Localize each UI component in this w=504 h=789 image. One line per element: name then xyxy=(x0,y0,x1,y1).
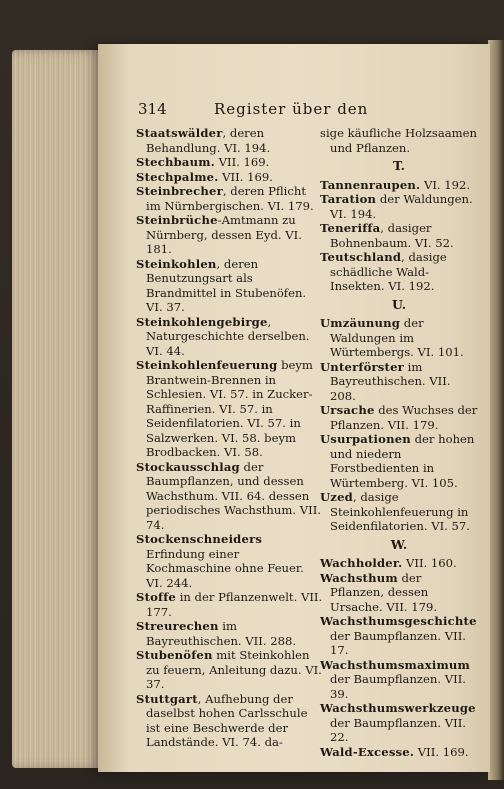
index-column-right xyxy=(320,126,478,759)
index-keyword: Teneriffa xyxy=(320,221,381,235)
index-reference: der Baumpflanzen. VII. 17. xyxy=(330,628,466,657)
index-entry-continuation: sige käufliche Holzsaamen und Pflanzen. xyxy=(320,126,477,155)
page-number: 314 xyxy=(138,100,167,118)
index-reference: mit Steinkohlen zu feuern, Anleitung dazu. VI. 37. xyxy=(146,648,322,691)
index-reference: des Wuchses der Pflanzen. VII. 179. xyxy=(330,403,478,432)
index-reference: beym Brantwein-Brennen in Schlesien. VI. 57. in Zucker-Raffinerien. VI. 57. in Seidenfilatorien. VI. 57. in Salzwerken. VI. 58. beym Brodbacken. VI. 58. xyxy=(146,358,313,459)
index-keyword: Steinkohlenfeuerung xyxy=(136,358,278,372)
index-reference: , deren Behandlung. VI. 194. xyxy=(146,126,271,155)
index-keyword: Uzed xyxy=(320,490,353,504)
index-entry xyxy=(320,658,478,702)
index-entry xyxy=(320,432,478,490)
index-reference: , dasige Steinkohlenfeuerung in Seidenfilatorien. VI. 57. xyxy=(330,490,470,533)
index-entry xyxy=(320,614,478,658)
index-reference: der hohen und niedern Forstbedienten in Würtemberg. VI. 105. xyxy=(330,432,475,490)
index-reference: der Pflanzen, dessen Ursache. VII. 179. xyxy=(330,570,438,614)
index-keyword: Staatswälder xyxy=(136,126,223,140)
index-keyword: Ursache xyxy=(320,403,375,417)
index-entry xyxy=(320,316,478,360)
section-letter: W. xyxy=(390,536,408,552)
index-keyword: Teutschland xyxy=(320,250,402,264)
index-entry xyxy=(136,692,324,750)
index-entry xyxy=(136,590,324,619)
index-keyword: Stuttgart xyxy=(136,691,198,706)
index-entry xyxy=(136,315,324,359)
index-reference: VII. 160. xyxy=(402,556,457,570)
index-entry xyxy=(320,221,478,250)
index-keyword: Stechbaum. xyxy=(136,155,215,169)
index-column-left xyxy=(136,126,324,750)
index-reference: im Bayreuthischen. VII. 288. xyxy=(146,619,297,648)
index-reference: , deren Pflicht im Nürnbergischen. VI. 179. xyxy=(146,184,314,213)
index-entry xyxy=(136,257,324,315)
book-right-edge xyxy=(488,40,504,780)
index-keyword: Steinkohlen xyxy=(136,256,217,271)
index-keyword: Steinkohlengebirge xyxy=(136,314,268,329)
index-reference: der Waldungen. VI. 194. xyxy=(330,192,473,221)
book-page xyxy=(98,44,490,772)
index-entry xyxy=(320,250,478,294)
index-reference: VI. 192. xyxy=(420,177,471,192)
index-reference: , dasiger Bohnenbaum. VI. 52. xyxy=(330,221,454,250)
index-entry xyxy=(136,460,324,533)
index-keyword: Wachsthumswerkzeuge xyxy=(320,701,476,715)
index-keyword: Stockenschneiders xyxy=(136,532,263,546)
index-entry xyxy=(320,192,478,221)
page-edges xyxy=(12,50,107,768)
running-title: Register über den xyxy=(214,100,369,118)
index-keyword: Umzäunung xyxy=(320,316,401,330)
index-entry xyxy=(136,213,324,257)
index-reference: VII. 169. xyxy=(214,155,270,169)
index-keyword: Usurpationen xyxy=(320,432,411,446)
index-reference: im Bayreuthischen. VII. 208. xyxy=(330,359,451,403)
index-entry xyxy=(320,745,478,760)
index-entry xyxy=(136,184,324,213)
index-entry xyxy=(136,619,324,648)
index-entry xyxy=(320,571,478,615)
index-reference: in der Pflanzenwelt. VII. 177. xyxy=(146,590,323,619)
index-reference: -Amtmann zu Nürnberg, dessen Eyd. VI. 181. xyxy=(146,213,302,256)
index-entry xyxy=(320,178,478,193)
index-reference: , dasige schädliche Wald-Insekten. VI. 192. xyxy=(330,250,447,293)
index-keyword: Wachsthum xyxy=(320,570,398,585)
index-keyword: Stockausschlag xyxy=(136,459,240,474)
index-reference: der Baumpflanzen. VII. 39. xyxy=(330,672,466,701)
index-entry xyxy=(320,490,478,534)
index-reference: Erfindung einer Kochmaschine ohne Feuer. VI. 244. xyxy=(146,546,304,590)
index-entry xyxy=(320,556,478,571)
index-keyword: Unterförster xyxy=(320,359,404,374)
index-entry xyxy=(320,701,478,745)
index-keyword: Streurechen xyxy=(136,619,219,633)
index-keyword: Wachholder. xyxy=(320,556,403,570)
index-entry xyxy=(136,648,324,692)
index-entry xyxy=(136,170,324,185)
index-reference: VII. 169. xyxy=(414,744,469,759)
index-reference: der Waldungen im Würtembergs. VI. 101. xyxy=(330,316,464,359)
section-letter: T. xyxy=(392,158,406,173)
index-reference: der Baumpflanzen, und dessen Wachsthum. VII. 64. dessen periodisches Wachsthum. VII. 74. xyxy=(146,459,321,532)
index-entry xyxy=(136,532,324,590)
index-reference: , Aufhebung der daselbst hohen Carlsschule ist eine Beschwerde der Landstände. VI. 74. da- xyxy=(146,691,308,749)
index-keyword: Steinbrüche xyxy=(136,213,218,227)
index-keyword: Stoffe xyxy=(136,590,177,604)
index-reference: , deren Benutzungsart als Brandmittel in Stubenöfen. VI. 37. xyxy=(146,256,307,314)
index-keyword: Wachsthumsgeschichte xyxy=(320,614,477,628)
index-keyword: Tannenraupen. xyxy=(320,177,421,192)
index-entry xyxy=(136,155,324,170)
section-letter: U. xyxy=(391,296,407,312)
index-entry xyxy=(136,358,324,460)
index-entry xyxy=(320,360,478,404)
index-reference: , Naturgeschichte derselben. VI. 44. xyxy=(146,314,310,358)
index-entry xyxy=(320,403,478,432)
index-reference: der Baumpflanzen. VII. 22. xyxy=(330,715,466,744)
index-keyword: Stechpalme. xyxy=(136,169,219,184)
index-keyword: Taration xyxy=(320,192,377,206)
index-keyword: Steinbrecher xyxy=(136,184,223,198)
index-keyword: Wald-Excesse. xyxy=(320,744,415,759)
index-entry xyxy=(136,126,324,155)
index-keyword: Wachsthumsmaximum xyxy=(320,657,471,672)
index-reference: VII. 169. xyxy=(218,169,273,184)
index-keyword: Stubenöfen xyxy=(136,648,213,662)
